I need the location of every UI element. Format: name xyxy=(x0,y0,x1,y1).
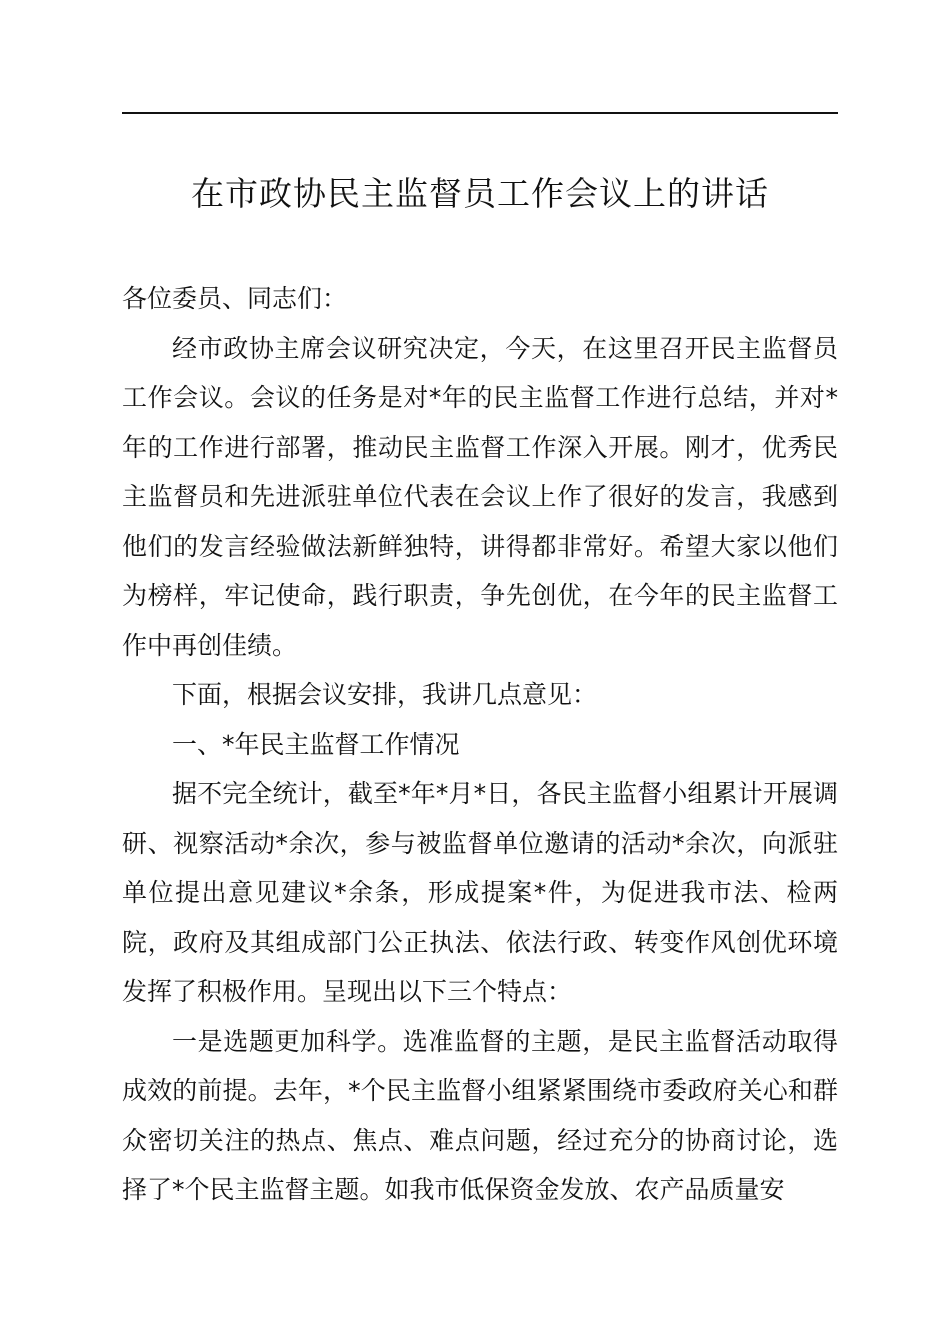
paragraph-transition: 下面，根据会议安排，我讲几点意见： xyxy=(172,680,598,709)
paragraph-feature-1: 一是选题更加科学。选准监督的主题，是民主监督活动取得成效的前提。去年，*个民主监督小组紧紧围绕市委政府关心和群众密切关注的热点、焦点、难点问题，经过充分的协商讨论，选择了*个民主监督主题。如我市低保资金发放、农产品质量安 xyxy=(122,1026,838,1204)
header-rule xyxy=(122,112,838,114)
paragraph-opening: 经市政协主席会议研究决定，今天，在这里召开民主监督员工作会议。会议的任务是对*年的民主监督工作进行总结，并对*年的工作进行部署，推动民主监督工作深入开展。刚才，优秀民主监督员和先进派驻单位代表在会议上作了很好的发言，我感到他们的发言经验做法新鲜独特，讲得都非常好。希望大家以他们为榜样，牢记使命，践行职责，争先创优，在今年的民主监督工作中再创佳绩。 xyxy=(122,333,838,660)
paragraph-statistics: 据不完全统计，截至*年*月*日，各民主监督小组累计开展调研、视察活动*余次，参与被监督单位邀请的活动*余次，向派驻单位提出意见建议*余条，形成提案*件，为促进我市法、检两院，政府及其组成部门公正执法、依法行政、转变作风创优环境发挥了积极作用。呈现出以下三个特点： xyxy=(122,779,838,1006)
section-heading-1: 一、*年民主监督工作情况 xyxy=(172,729,460,759)
salutation: 各位委员、同志们： xyxy=(122,284,348,313)
document-title: 在市政协民主监督员工作会议上的讲话 xyxy=(191,174,769,213)
document-body xyxy=(122,274,838,1215)
